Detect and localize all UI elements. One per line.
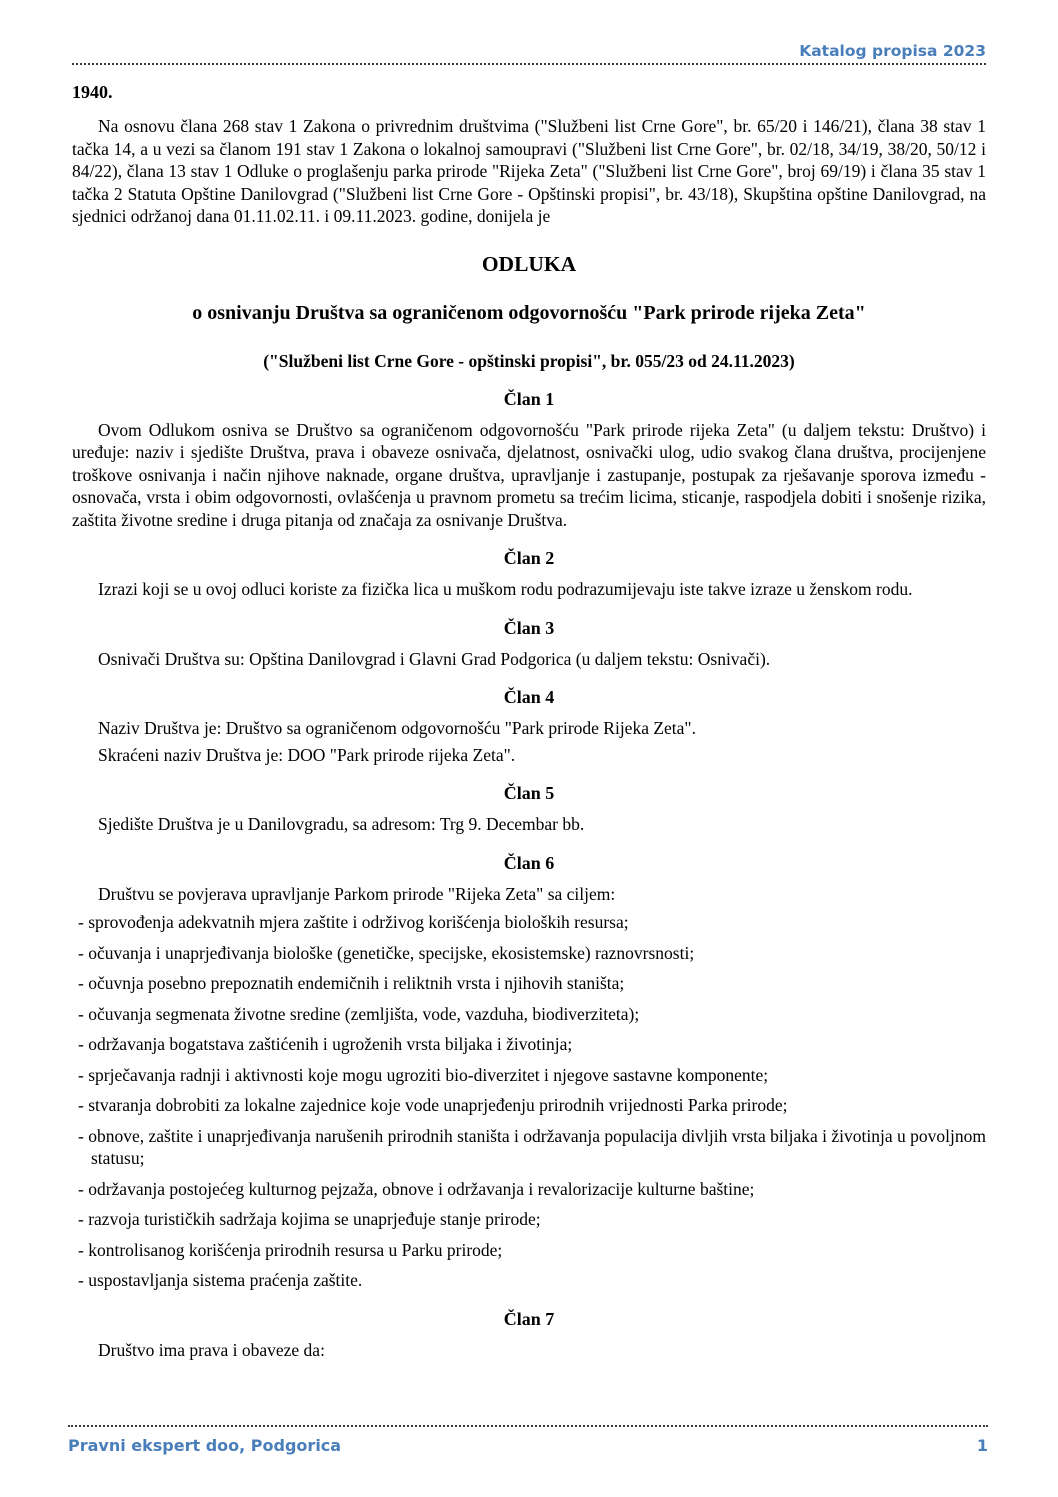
list-item: - očuvanja segmenata životne sredine (zemljišta, vode, vazduha, biodiverziteta); — [78, 1003, 640, 1024]
page-header — [72, 42, 986, 63]
footer-page-number: 1 — [976, 1436, 988, 1455]
list-item: - očuvanja i unaprjeđivanja biološke (genetičke, specijske, ekosistemske) raznovrsnosti; — [78, 942, 695, 963]
article-4 — [72, 687, 986, 766]
list-item: - očuvnja posebno prepoznatih endemičnih i reliktnih vrsta i njihovih staništa; — [78, 973, 625, 993]
article-7 — [72, 1309, 986, 1362]
article-1 — [72, 389, 986, 532]
document-title: ODLUKA — [481, 251, 577, 276]
list-item: - stvaranja dobrobiti za lokalne zajednice koje vode unaprjeđenju prirodnih vrijednosti Parka prirode; — [78, 1095, 788, 1115]
header-divider — [72, 63, 986, 65]
article-paragraph: Ovom Odlukom osniva se Društvo sa ograničenom odgovornošću "Park prirode rijeka Zeta" (u daljem tekstu: Društvo) i uređuje: naziv i sjedište Društva, prava i obaveze osnivača, djelatnost, osnivački ulog, udio svakog člana društva, procijenjene troškove osnivanja i način njihove naknade, organe društva, upravljanje i zastupanje, postupak za rješavanje sporova između - osnovača, vrsta i obim odgovornosti, ovlašćenja u pravnom prometu sa trećim licima, sticanje, raspodjela dobiti i snošenje rizika, zaštita životne sredine i druga pitanja od značaja za osnivanje Društva. — [72, 419, 986, 530]
list-item: - uspostavljanja sistema praćenja zaštite. — [78, 1270, 363, 1290]
article-3 — [72, 618, 986, 671]
list-item: - održavanja bogatstava zaštićenih i ugroženih vrsta biljaka i životinja; — [78, 1034, 573, 1054]
article-paragraph: Društvo ima prava i obaveze da: — [98, 1339, 325, 1360]
article-heading: Član 2 — [503, 548, 555, 568]
article-heading: Član 1 — [503, 388, 555, 409]
article-paragraph: Izrazi koji se u ovoj odluci koriste za fizička lica u muškom rodu podrazumijevaju iste takve izraze u ženskom rodu. — [98, 579, 913, 599]
article-paragraph: Skraćeni naziv Društva je: DOO "Park prirode rijeka Zeta". — [98, 744, 516, 765]
catalog-brand-label: Katalog propisa 2023 — [799, 42, 986, 60]
article-paragraph: Osnivači Društva su: Opština Danilovgrad i Glavni Grad Podgorica (u daljem tekstu: Osnivači). — [98, 648, 771, 669]
article-paragraph: Naziv Društva je: Društvo sa ograničenom odgovornošću "Park prirode Rijeka Zeta". — [98, 718, 696, 738]
article-heading: Član 5 — [503, 783, 555, 803]
article-paragraph: Društvu se povjerava upravljanje Parkom prirode "Rijeka Zeta" sa ciljem: — [98, 883, 616, 904]
footer-company-label: Pravni ekspert doo, Podgorica — [68, 1436, 342, 1455]
page-footer — [68, 1425, 988, 1455]
list-item: - održavanja postojećeg kulturnog pejzaža, obnove i održavanja i revalorizacije kulturne baštine; — [78, 1178, 755, 1199]
footer-divider — [68, 1425, 988, 1427]
article-paragraph: Sjedište Društva je u Danilovgradu, sa adresom: Trg 9. Decembar bb. — [98, 814, 585, 834]
article-2 — [72, 548, 986, 601]
list-item: - obnove, zaštite i unaprjeđivanja narušenih prirodnih staništa i održavanja populacija divljih vrsta biljaka i životinja u povoljnom statusu; — [78, 1125, 986, 1168]
article-heading: Član 7 — [503, 1308, 555, 1329]
document-number: 1940. — [72, 82, 113, 102]
article-heading: Član 4 — [503, 687, 555, 707]
preamble-paragraph: Na osnovu člana 268 stav 1 Zakona o privrednim društvima ("Službeni list Crne Gore", br. 65/20 i 146/21), člana 38 stav 1 tačka 14, a u vezi sa članom 191 stav 1 Zakona o lokalnoj samoupravi ("Službeni list Crne Gore", br. 02/18, 34/19, 38/20, 50/12 i 84/22), člana 13 stav 1 Odluke o proglašenju parka prirode "Rijeka Zeta" ("Službeni list Crne Gore", broj 69/19) i člana 35 stav 1 tačka 2 Statuta Opštine Danilovgrad ("Službeni list Crne Gore - Opštinski propisi", br. 43/18), Skupština opštine Danilovgrad, na sjednici održanoj dana 01.11.02.11. i 09.11.2023. godine, donijela je — [72, 116, 986, 226]
gazette-reference: ("Službeni list Crne Gore - opštinski propisi", br. 055/23 od 24.11.2023) — [263, 350, 795, 371]
list-item: - sprovođenja adekvatnih mjera zaštite i održivog korišćenja bioloških resursa; — [78, 912, 629, 932]
document-subtitle: o osnivanju Društva sa ograničenom odgovornošću "Park prirode rijeka Zeta" — [192, 301, 866, 324]
goals-list — [72, 911, 986, 1292]
article-6 — [72, 853, 986, 1292]
list-item: - razvoja turističkih sadržaja kojima se unaprjeđuje stanje prirode; — [78, 1209, 541, 1229]
article-5 — [72, 783, 986, 836]
article-heading: Član 6 — [503, 852, 555, 873]
list-item: - sprječavanja radnji i aktivnosti koje mogu ugroziti bio-diverzitet i njegove sastavne komponente; — [78, 1064, 769, 1085]
article-heading: Član 3 — [503, 617, 555, 638]
list-item: - kontrolisanog korišćenja prirodnih resursa u Parku prirode; — [78, 1239, 503, 1260]
document-body — [72, 82, 986, 1361]
